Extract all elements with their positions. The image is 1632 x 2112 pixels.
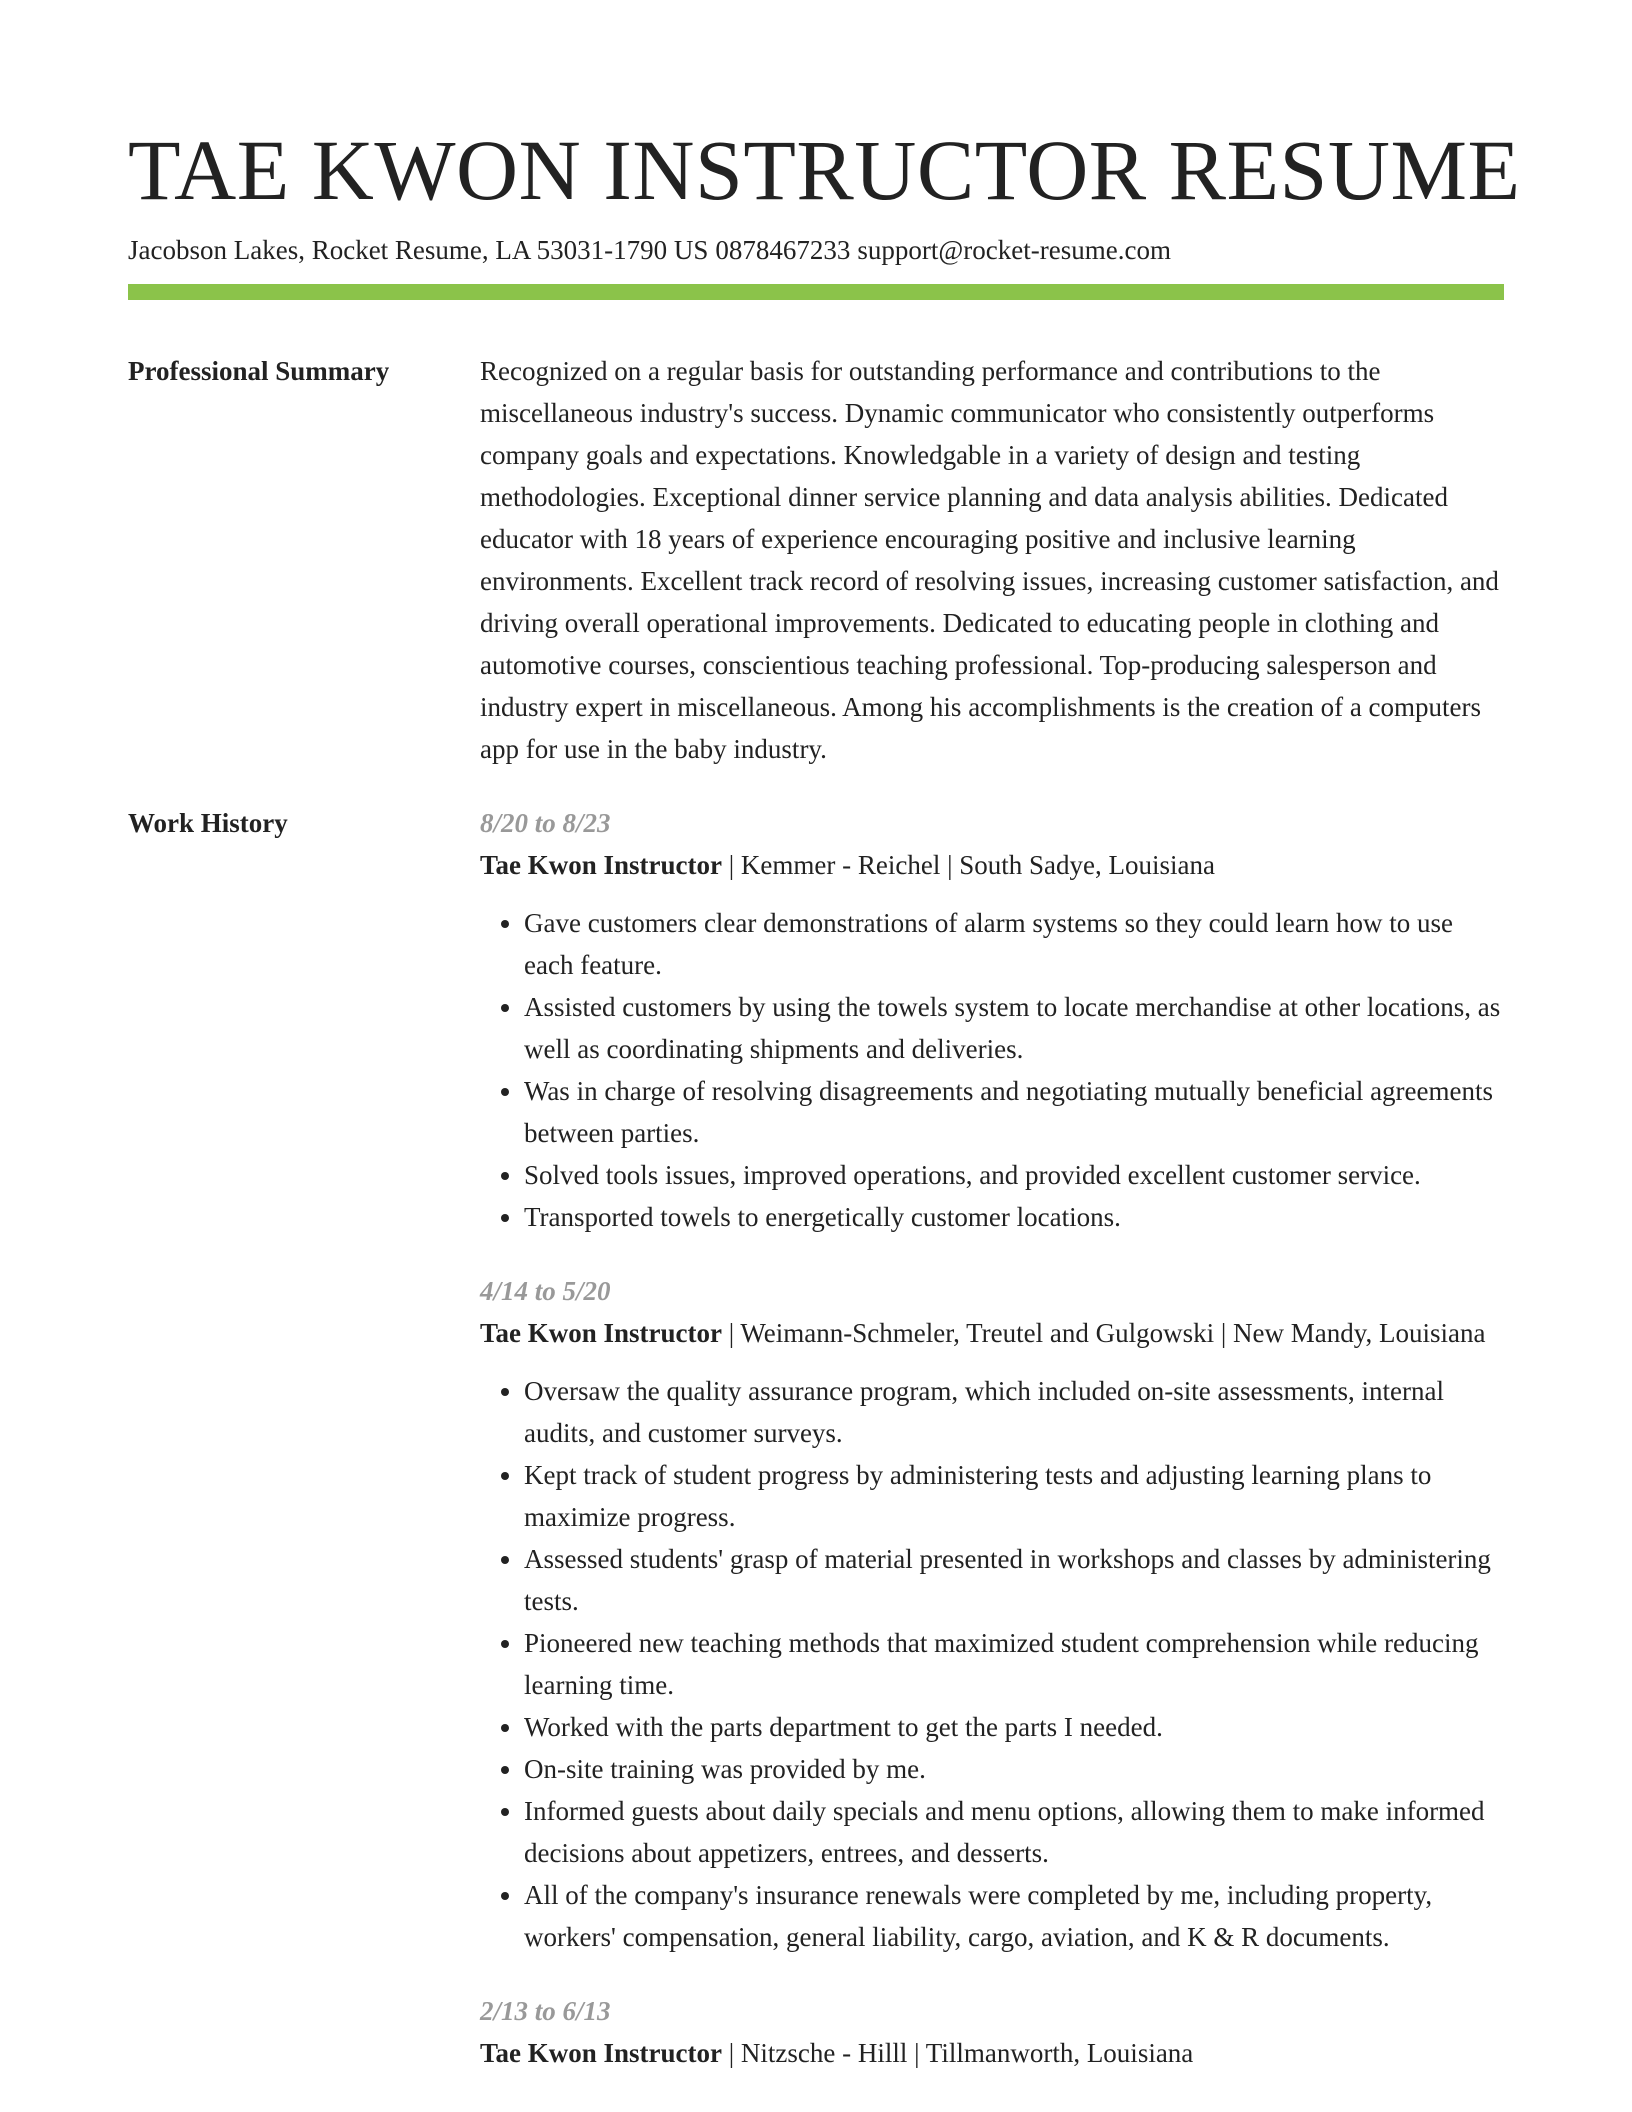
job-dates: 2/13 to 6/13	[480, 1996, 611, 2026]
job-title: Tae Kwon Instructor	[480, 1318, 723, 1348]
section-heading-work-history: Work History	[128, 808, 288, 838]
job-employer-location: | Weimann-Schmeler, Treutel and Gulgowski | New Mandy, Louisiana	[722, 1318, 1486, 1348]
job-bullet: • Transported towels to energetically customer locations.	[524, 1196, 1504, 1238]
accent-divider	[128, 284, 1504, 300]
job-bullet: • All of the company's insurance renewals were completed by me, including property, workers' compensation, general liability, cargo, aviation, and K & R documents.	[524, 1874, 1504, 1958]
job-dates: 4/14 to 5/20	[480, 1276, 611, 1306]
job-title: Tae Kwon Instructor	[480, 2038, 723, 2068]
job-entry	[480, 802, 1504, 1238]
job-bullet: • Was in charge of resolving disagreements and negotiating mutually beneficial agreements between parties.	[524, 1070, 1504, 1154]
contact-address: Jacobson Lakes, Rocket Resume, LA 53031-1790 US	[128, 235, 709, 265]
job-bullet: • Gave customers clear demonstrations of alarm systems so they could learn how to use each feature.	[524, 902, 1504, 986]
job-bullets	[480, 1370, 1504, 1958]
work-history-section	[128, 802, 1504, 2074]
job-entry	[480, 1270, 1504, 1958]
job-bullet: • Assessed students' grasp of material presented in workshops and classes by administering tests.	[524, 1538, 1504, 1622]
job-bullet: • Kept track of student progress by administering tests and adjusting learning plans to maximize progress.	[524, 1454, 1504, 1538]
job-entry	[480, 1990, 1504, 2074]
job-title: Tae Kwon Instructor	[480, 850, 723, 880]
job-employer-location: | Kemmer - Reichel | South Sadye, Louisiana	[722, 850, 1215, 880]
summary-body	[480, 350, 1504, 770]
job-heading	[480, 844, 1504, 886]
contact-phone: 0878467233	[715, 235, 851, 265]
section-heading-summary: Professional Summary	[128, 356, 390, 386]
work-history-list	[480, 802, 1504, 2074]
contact-line	[128, 232, 1504, 268]
job-dates: 8/20 to 8/23	[480, 808, 611, 838]
job-bullet: • Assisted customers by using the towels system to locate merchandise at other locations, as well as coordinating shipments and deliveries.	[524, 986, 1504, 1070]
job-bullets	[480, 902, 1504, 1238]
job-bullet: • Worked with the parts department to get the parts I needed.	[524, 1706, 1504, 1748]
job-bullet: • Pioneered new teaching methods that maximized student comprehension while reducing learning time.	[524, 1622, 1504, 1706]
job-heading	[480, 2032, 1504, 2074]
resume-page	[128, 118, 1521, 2074]
summary-text: Recognized on a regular basis for outstanding performance and contributions to the miscellaneous industry's success. Dynamic communicator who consistently outperforms company goals and expectations. Knowledgable in a variety of design and testing methodologies. Exceptional dinner service planning and data analysis abilities. Dedicated educator with 18 years of experience encouraging positive and inclusive learning environments. Excellent track record of resolving issues, increasing customer satisfaction, and driving overall operational improvements. Dedicated to educating people in clothing and automotive courses, conscientious teaching professional. Top-producing salesperson and industry expert in miscellaneous. Among his accomplishments is the creation of a computers app for use in the baby industry.	[480, 356, 1499, 764]
job-heading	[480, 1312, 1504, 1354]
resume-title: TAE KWON INSTRUCTOR RESUME	[128, 122, 1521, 218]
job-employer-location: | Nitzsche - Hilll | Tillmanworth, Louisiana	[722, 2038, 1194, 2068]
summary-section	[128, 350, 1504, 770]
job-bullet: • Solved tools issues, improved operations, and provided excellent customer service.	[524, 1154, 1504, 1196]
job-bullet: • On-site training was provided by me.	[524, 1748, 1504, 1790]
contact-email: support@rocket-resume.com	[857, 235, 1171, 265]
job-bullet: • Informed guests about daily specials and menu options, allowing them to make informed decisions about appetizers, entrees, and desserts.	[524, 1790, 1504, 1874]
job-bullet: • Oversaw the quality assurance program, which included on-site assessments, internal audits, and customer surveys.	[524, 1370, 1504, 1454]
